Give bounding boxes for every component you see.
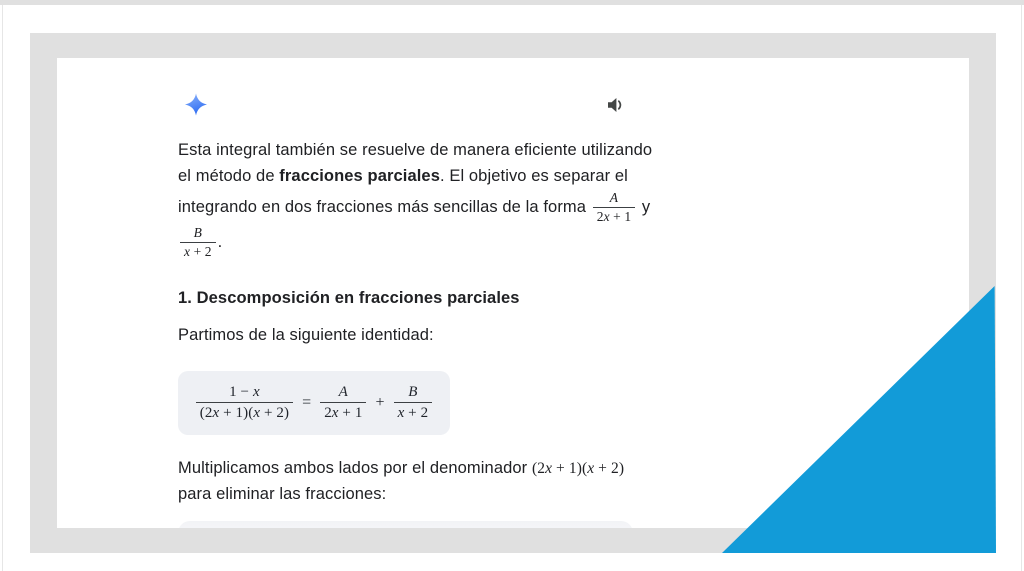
speaker-button[interactable] (604, 93, 628, 117)
equation-rhs-fraction-a (320, 383, 366, 422)
fraction-a (593, 190, 635, 225)
equation-rhs-fraction-b (394, 383, 433, 422)
numerator: B (180, 225, 216, 243)
section-heading: 1. Descomposición en fracciones parciales (178, 289, 520, 308)
denominator: x + 2 (397, 405, 429, 422)
denominator: (2x + 1)(x + 2) (199, 405, 290, 422)
bold-term: fracciones parciales (279, 166, 440, 185)
equals-sign: = (302, 394, 312, 412)
numerator: 1 − x (196, 383, 293, 403)
next-equation-box-partial (178, 521, 633, 528)
paragraph-intro-text: Esta integral también se resuelve de manera eficiente utilizando el método de (178, 141, 653, 185)
numerator: A (593, 190, 635, 208)
numerator: B (394, 383, 433, 403)
equation-box (178, 371, 450, 435)
denominator: 2x + 1 (596, 208, 632, 224)
paragraph-intro-text2: . El objetivo es separar el integrando en dos fracciones más sencillas de la forma (178, 166, 628, 216)
page-border-right (1021, 5, 1022, 571)
numerator: A (320, 383, 366, 403)
paragraph-multiply-text2: para eliminar las fracciones: (178, 484, 387, 503)
gemini-sparkle-icon (184, 92, 208, 117)
response-text (178, 138, 658, 528)
paragraph-intro (178, 138, 658, 260)
equation-lhs-fraction (196, 383, 293, 422)
denominator: x + 2 (184, 244, 212, 260)
sentence-end: . (217, 233, 223, 252)
paragraph-multiply (178, 456, 658, 508)
page-border-left (2, 5, 3, 571)
paragraph-identity: Partimos de la siguiente identidad: (178, 326, 434, 345)
window-top-strip (0, 0, 1024, 5)
fraction-b (180, 225, 216, 260)
speaker-icon (604, 105, 628, 120)
inline-math-denominator: (2x + 1)(x + 2) (531, 459, 625, 477)
denominator: 2x + 1 (324, 405, 363, 422)
plus-sign: + (375, 394, 385, 412)
paragraph-multiply-text: Multiplicamos ambos lados por el denominador (178, 458, 532, 477)
conjunction: y (637, 197, 651, 216)
